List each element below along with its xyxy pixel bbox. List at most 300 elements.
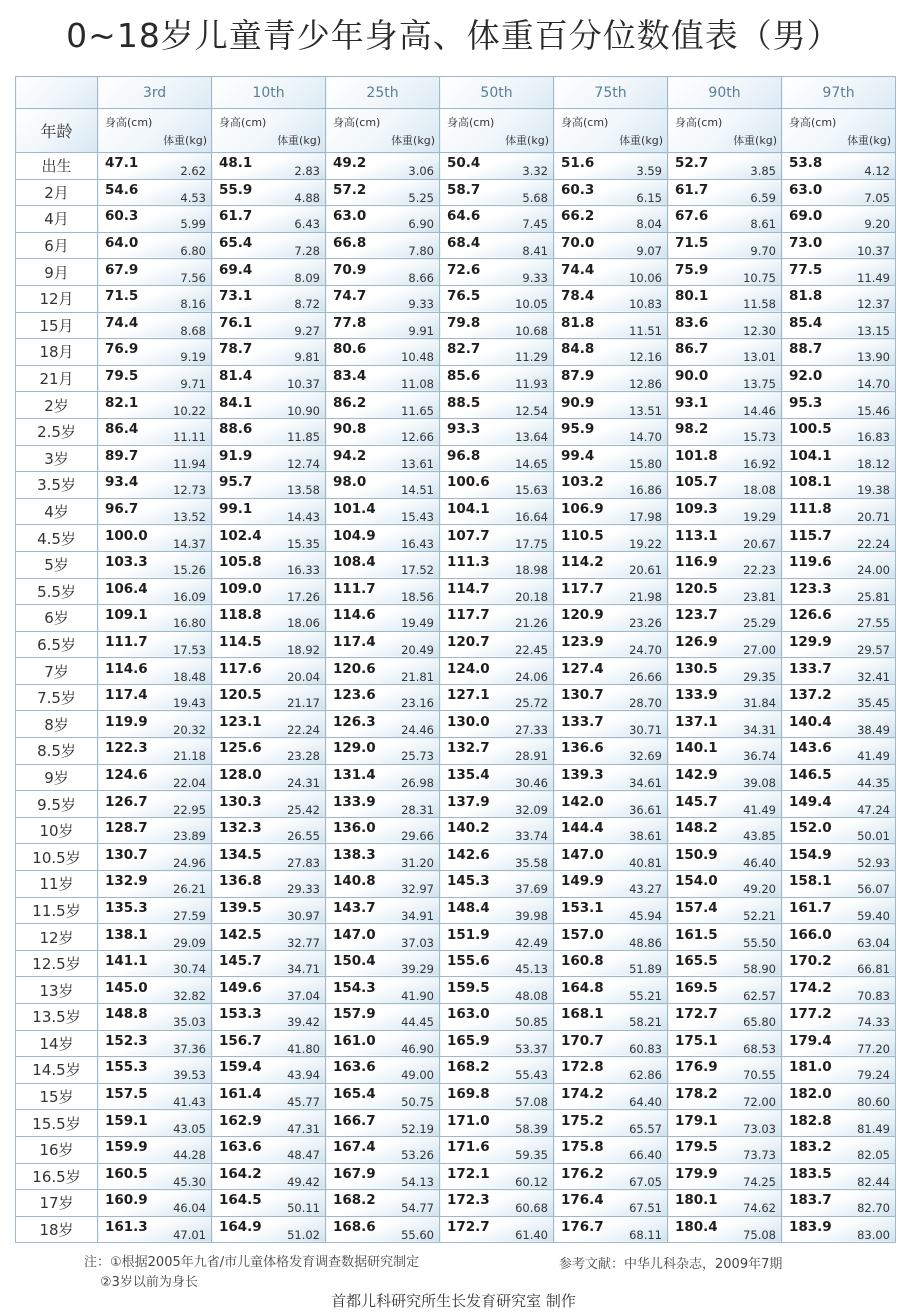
value-cell bbox=[440, 1057, 554, 1084]
value-cell bbox=[326, 977, 440, 1004]
weight-value: 15.43 bbox=[401, 510, 434, 525]
value-cell bbox=[782, 1190, 896, 1217]
height-value: 137.1 bbox=[675, 713, 718, 730]
height-value: 179.4 bbox=[789, 1032, 832, 1049]
weight-value: 13.75 bbox=[743, 377, 776, 392]
weight-value: 73.73 bbox=[743, 1148, 776, 1163]
height-value: 117.7 bbox=[447, 607, 490, 624]
weight-value: 18.92 bbox=[287, 642, 320, 657]
value-cell bbox=[782, 285, 896, 312]
height-value: 95.7 bbox=[219, 474, 253, 491]
height-value: 73.0 bbox=[789, 235, 823, 252]
height-value: 176.2 bbox=[561, 1165, 604, 1182]
weight-value: 70.83 bbox=[857, 988, 890, 1003]
value-cell bbox=[668, 950, 782, 977]
weight-value: 55.60 bbox=[401, 1228, 434, 1243]
height-value: 177.2 bbox=[789, 1006, 832, 1023]
value-cell bbox=[212, 1057, 326, 1084]
value-cell bbox=[326, 711, 440, 738]
height-value: 63.0 bbox=[789, 181, 823, 198]
height-value: 81.8 bbox=[561, 314, 595, 331]
value-cell bbox=[212, 525, 326, 552]
height-value: 80.6 bbox=[333, 341, 367, 358]
height-value: 83.4 bbox=[333, 368, 367, 385]
height-value: 94.2 bbox=[333, 447, 367, 464]
height-value: 111.7 bbox=[333, 580, 376, 597]
value-cell bbox=[554, 339, 668, 366]
weight-value: 20.49 bbox=[401, 642, 434, 657]
weight-value: 18.56 bbox=[401, 589, 434, 604]
height-value: 131.4 bbox=[333, 766, 376, 783]
value-cell bbox=[554, 1136, 668, 1163]
weight-value: 10.05 bbox=[515, 297, 548, 312]
value-cell bbox=[554, 1030, 668, 1057]
weight-value: 13.52 bbox=[173, 510, 206, 525]
weight-value: 19.22 bbox=[629, 536, 662, 551]
height-value: 125.6 bbox=[219, 740, 262, 757]
table-row bbox=[16, 844, 896, 871]
value-cell bbox=[212, 605, 326, 632]
weight-value: 10.75 bbox=[743, 270, 776, 285]
height-value: 111.3 bbox=[447, 554, 490, 571]
value-cell bbox=[782, 1216, 896, 1243]
value-cell bbox=[782, 950, 896, 977]
height-value: 104.1 bbox=[789, 447, 832, 464]
height-value: 159.5 bbox=[447, 979, 490, 996]
table-row bbox=[16, 232, 896, 259]
weight-value: 9.81 bbox=[294, 350, 320, 365]
age-cell: 2.5岁 bbox=[16, 418, 98, 445]
height-value: 155.6 bbox=[447, 953, 490, 970]
weight-value: 34.91 bbox=[401, 908, 434, 923]
weight-value: 36.61 bbox=[629, 802, 662, 817]
value-cell bbox=[212, 312, 326, 339]
value-cell bbox=[326, 312, 440, 339]
weight-value: 58.39 bbox=[515, 1121, 548, 1136]
value-cell bbox=[212, 179, 326, 206]
value-cell bbox=[668, 844, 782, 871]
weight-value: 54.77 bbox=[401, 1201, 434, 1216]
weight-value: 22.04 bbox=[173, 775, 206, 790]
age-cell: 2月 bbox=[16, 179, 98, 206]
height-value: 120.5 bbox=[675, 580, 718, 597]
age-cell: 3岁 bbox=[16, 445, 98, 472]
age-cell: 4月 bbox=[16, 206, 98, 233]
height-value: 175.2 bbox=[561, 1112, 604, 1129]
table-row bbox=[16, 950, 896, 977]
height-value: 133.9 bbox=[675, 687, 718, 704]
height-unit-label: 身高(cm) bbox=[333, 116, 381, 129]
weight-value: 43.05 bbox=[173, 1121, 206, 1136]
weight-value: 44.45 bbox=[401, 1015, 434, 1030]
weight-value: 46.04 bbox=[173, 1201, 206, 1216]
value-cell bbox=[98, 206, 212, 233]
weight-value: 9.19 bbox=[180, 350, 206, 365]
weight-value: 23.16 bbox=[401, 696, 434, 711]
weight-value: 32.77 bbox=[287, 935, 320, 950]
weight-value: 22.45 bbox=[515, 642, 548, 657]
height-value: 70.9 bbox=[333, 261, 367, 278]
weight-value: 9.33 bbox=[408, 297, 434, 312]
height-value: 117.4 bbox=[105, 687, 148, 704]
height-value: 113.1 bbox=[675, 527, 718, 544]
age-cell: 9.5岁 bbox=[16, 791, 98, 818]
weight-value: 15.73 bbox=[743, 430, 776, 445]
value-cell bbox=[212, 871, 326, 898]
height-value: 96.8 bbox=[447, 447, 481, 464]
value-cell bbox=[440, 339, 554, 366]
weight-value: 55.50 bbox=[743, 935, 776, 950]
weight-value: 22.24 bbox=[287, 722, 320, 737]
age-cell: 12.5岁 bbox=[16, 950, 98, 977]
value-cell bbox=[326, 1216, 440, 1243]
height-value: 174.2 bbox=[789, 979, 832, 996]
height-value: 71.5 bbox=[105, 288, 139, 305]
value-cell bbox=[668, 498, 782, 525]
height-value: 149.6 bbox=[219, 979, 262, 996]
weight-value: 8.66 bbox=[408, 270, 434, 285]
weight-value: 6.43 bbox=[294, 217, 320, 232]
height-value: 111.7 bbox=[105, 633, 148, 650]
weight-value: 41.49 bbox=[743, 802, 776, 817]
value-cell bbox=[212, 977, 326, 1004]
weight-value: 15.46 bbox=[857, 403, 890, 418]
notes bbox=[84, 1253, 419, 1293]
value-cell bbox=[782, 1163, 896, 1190]
value-cell bbox=[782, 791, 896, 818]
table-row bbox=[16, 206, 896, 233]
age-cell: 11.5岁 bbox=[16, 897, 98, 924]
height-value: 100.5 bbox=[789, 421, 832, 438]
height-value: 154.9 bbox=[789, 846, 832, 863]
value-cell bbox=[326, 578, 440, 605]
value-cell bbox=[440, 179, 554, 206]
value-cell bbox=[668, 738, 782, 765]
value-cell bbox=[212, 791, 326, 818]
weight-value: 30.74 bbox=[173, 962, 206, 977]
weight-value: 22.24 bbox=[857, 536, 890, 551]
table-row bbox=[16, 312, 896, 339]
weight-value: 39.29 bbox=[401, 962, 434, 977]
height-value: 138.1 bbox=[105, 926, 148, 943]
value-cell bbox=[668, 1136, 782, 1163]
height-value: 178.2 bbox=[675, 1086, 718, 1103]
weight-value: 77.20 bbox=[857, 1041, 890, 1056]
value-cell bbox=[554, 658, 668, 685]
value-cell bbox=[782, 1004, 896, 1031]
value-cell bbox=[554, 525, 668, 552]
value-cell bbox=[440, 232, 554, 259]
height-value: 70.0 bbox=[561, 235, 595, 252]
value-cell bbox=[440, 525, 554, 552]
weight-value: 79.24 bbox=[857, 1068, 890, 1083]
weight-value: 29.33 bbox=[287, 882, 320, 897]
weight-value: 3.32 bbox=[522, 164, 548, 179]
age-cell: 12岁 bbox=[16, 924, 98, 951]
height-value: 123.6 bbox=[333, 687, 376, 704]
value-cell bbox=[98, 977, 212, 1004]
weight-value: 25.29 bbox=[743, 616, 776, 631]
table-row bbox=[16, 1030, 896, 1057]
value-cell bbox=[440, 472, 554, 499]
value-cell bbox=[668, 764, 782, 791]
height-value: 123.1 bbox=[219, 713, 262, 730]
value-cell bbox=[554, 392, 668, 419]
value-cell bbox=[554, 631, 668, 658]
weight-value: 44.35 bbox=[857, 775, 890, 790]
height-value: 61.7 bbox=[675, 181, 709, 198]
value-cell bbox=[668, 1163, 782, 1190]
weight-value: 67.51 bbox=[629, 1201, 662, 1216]
weight-value: 64.40 bbox=[629, 1095, 662, 1110]
weight-value: 9.27 bbox=[294, 323, 320, 338]
weight-value: 48.86 bbox=[629, 935, 662, 950]
age-cell: 15岁 bbox=[16, 1083, 98, 1110]
value-cell bbox=[212, 924, 326, 951]
weight-value: 14.65 bbox=[515, 456, 548, 471]
value-cell bbox=[668, 817, 782, 844]
value-cell bbox=[98, 764, 212, 791]
value-cell bbox=[326, 259, 440, 286]
weight-value: 8.16 bbox=[180, 297, 206, 312]
weight-value: 39.98 bbox=[515, 908, 548, 923]
height-value: 95.9 bbox=[561, 421, 595, 438]
value-cell bbox=[782, 631, 896, 658]
weight-value: 43.94 bbox=[287, 1068, 320, 1083]
value-cell bbox=[440, 1190, 554, 1217]
height-value: 172.7 bbox=[675, 1006, 718, 1023]
unit-header-cell bbox=[212, 109, 326, 153]
value-cell bbox=[326, 153, 440, 180]
value-cell bbox=[668, 1030, 782, 1057]
value-cell bbox=[668, 312, 782, 339]
weight-value: 48.08 bbox=[515, 988, 548, 1003]
weight-value: 82.05 bbox=[857, 1148, 890, 1163]
weight-value: 8.72 bbox=[294, 297, 320, 312]
value-cell bbox=[668, 605, 782, 632]
height-value: 137.2 bbox=[789, 687, 832, 704]
value-cell bbox=[554, 472, 668, 499]
height-value: 51.6 bbox=[561, 155, 595, 172]
height-value: 74.7 bbox=[333, 288, 367, 305]
weight-value: 34.71 bbox=[287, 962, 320, 977]
weight-value: 52.21 bbox=[743, 908, 776, 923]
percentile-header: 90th bbox=[668, 77, 782, 109]
height-value: 149.9 bbox=[561, 873, 604, 890]
weight-value: 4.12 bbox=[864, 164, 890, 179]
value-cell bbox=[98, 684, 212, 711]
height-value: 61.7 bbox=[219, 208, 253, 225]
table-row bbox=[16, 631, 896, 658]
value-cell bbox=[326, 684, 440, 711]
height-value: 180.4 bbox=[675, 1219, 718, 1236]
value-cell bbox=[554, 1083, 668, 1110]
weight-value: 16.64 bbox=[515, 510, 548, 525]
value-cell bbox=[782, 392, 896, 419]
height-value: 145.3 bbox=[447, 873, 490, 890]
value-cell bbox=[326, 1083, 440, 1110]
height-value: 165.4 bbox=[333, 1086, 376, 1103]
weight-value: 57.08 bbox=[515, 1095, 548, 1110]
height-value: 89.7 bbox=[105, 447, 139, 464]
value-cell bbox=[98, 418, 212, 445]
value-cell bbox=[98, 817, 212, 844]
height-value: 174.2 bbox=[561, 1086, 604, 1103]
age-cell: 12月 bbox=[16, 285, 98, 312]
weight-value: 32.41 bbox=[857, 669, 890, 684]
weight-value: 35.58 bbox=[515, 855, 548, 870]
value-cell bbox=[98, 312, 212, 339]
height-value: 135.3 bbox=[105, 899, 148, 916]
weight-value: 5.99 bbox=[180, 217, 206, 232]
height-value: 100.6 bbox=[447, 474, 490, 491]
age-cell: 5岁 bbox=[16, 551, 98, 578]
weight-value: 39.42 bbox=[287, 1015, 320, 1030]
weight-value: 9.71 bbox=[180, 377, 206, 392]
height-value: 80.1 bbox=[675, 288, 709, 305]
weight-value: 21.18 bbox=[173, 749, 206, 764]
height-value: 123.9 bbox=[561, 633, 604, 650]
height-value: 76.1 bbox=[219, 314, 253, 331]
weight-value: 23.81 bbox=[743, 589, 776, 604]
value-cell bbox=[782, 924, 896, 951]
height-value: 52.7 bbox=[675, 155, 709, 172]
height-value: 146.5 bbox=[789, 766, 832, 783]
height-value: 155.3 bbox=[105, 1059, 148, 1076]
height-value: 183.7 bbox=[789, 1192, 832, 1209]
table-row bbox=[16, 605, 896, 632]
weight-value: 12.37 bbox=[857, 297, 890, 312]
height-value: 159.1 bbox=[105, 1112, 148, 1129]
age-cell: 10岁 bbox=[16, 817, 98, 844]
weight-value: 7.56 bbox=[180, 270, 206, 285]
height-value: 161.0 bbox=[333, 1032, 376, 1049]
weight-value: 50.01 bbox=[857, 829, 890, 844]
age-cell: 6岁 bbox=[16, 605, 98, 632]
weight-value: 66.81 bbox=[857, 962, 890, 977]
weight-value: 10.90 bbox=[287, 403, 320, 418]
value-cell bbox=[326, 339, 440, 366]
height-unit-label: 身高(cm) bbox=[105, 116, 153, 129]
value-cell bbox=[212, 445, 326, 472]
weight-value: 56.07 bbox=[857, 882, 890, 897]
value-cell bbox=[440, 1216, 554, 1243]
height-value: 53.8 bbox=[789, 155, 823, 172]
value-cell bbox=[212, 1190, 326, 1217]
value-cell bbox=[782, 738, 896, 765]
value-cell bbox=[326, 498, 440, 525]
value-cell bbox=[668, 924, 782, 951]
weight-value: 20.61 bbox=[629, 563, 662, 578]
weight-value: 20.67 bbox=[743, 536, 776, 551]
weight-value: 52.93 bbox=[857, 855, 890, 870]
value-cell bbox=[98, 179, 212, 206]
value-cell bbox=[326, 418, 440, 445]
weight-value: 6.15 bbox=[636, 190, 662, 205]
height-value: 93.4 bbox=[105, 474, 139, 491]
height-value: 154.3 bbox=[333, 979, 376, 996]
value-cell bbox=[668, 525, 782, 552]
height-value: 142.0 bbox=[561, 793, 604, 810]
value-cell bbox=[98, 525, 212, 552]
weight-value: 14.43 bbox=[287, 510, 320, 525]
weight-value: 11.11 bbox=[173, 430, 206, 445]
weight-value: 49.42 bbox=[287, 1174, 320, 1189]
height-value: 66.8 bbox=[333, 235, 367, 252]
weight-value: 12.73 bbox=[173, 483, 206, 498]
height-value: 69.0 bbox=[789, 208, 823, 225]
weight-value: 34.61 bbox=[629, 775, 662, 790]
height-value: 144.4 bbox=[561, 820, 604, 837]
height-value: 79.5 bbox=[105, 368, 139, 385]
value-cell bbox=[668, 179, 782, 206]
value-cell bbox=[212, 631, 326, 658]
weight-value: 10.48 bbox=[401, 350, 434, 365]
height-value: 103.2 bbox=[561, 474, 604, 491]
weight-value: 17.75 bbox=[515, 536, 548, 551]
height-value: 68.4 bbox=[447, 235, 481, 252]
height-value: 154.0 bbox=[675, 873, 718, 890]
height-value: 49.2 bbox=[333, 155, 367, 172]
height-value: 55.9 bbox=[219, 181, 253, 198]
weight-value: 6.59 bbox=[750, 190, 776, 205]
value-cell bbox=[326, 1136, 440, 1163]
value-cell bbox=[98, 551, 212, 578]
height-value: 102.4 bbox=[219, 527, 262, 544]
height-value: 132.7 bbox=[447, 740, 490, 757]
height-value: 172.1 bbox=[447, 1165, 490, 1182]
weight-value: 11.85 bbox=[287, 430, 320, 445]
value-cell bbox=[212, 206, 326, 233]
height-value: 142.9 bbox=[675, 766, 718, 783]
value-cell bbox=[98, 1030, 212, 1057]
age-cell: 13.5岁 bbox=[16, 1004, 98, 1031]
weight-value: 60.68 bbox=[515, 1201, 548, 1216]
height-value: 159.9 bbox=[105, 1139, 148, 1156]
weight-value: 11.65 bbox=[401, 403, 434, 418]
height-value: 81.8 bbox=[789, 288, 823, 305]
note-1: 注：①根据2005年九省/市儿童体格发育调查数据研究制定 bbox=[84, 1255, 420, 1270]
height-value: 114.2 bbox=[561, 554, 604, 571]
weight-value: 23.28 bbox=[287, 749, 320, 764]
value-cell bbox=[98, 392, 212, 419]
age-column-header: 年龄 bbox=[16, 109, 98, 153]
unit-header-row bbox=[16, 109, 896, 153]
height-value: 133.7 bbox=[561, 713, 604, 730]
value-cell bbox=[554, 206, 668, 233]
weight-value: 16.86 bbox=[629, 483, 662, 498]
value-cell bbox=[782, 339, 896, 366]
value-cell bbox=[554, 259, 668, 286]
weight-value: 68.11 bbox=[629, 1228, 662, 1243]
weight-value: 24.31 bbox=[287, 775, 320, 790]
table-row bbox=[16, 179, 896, 206]
height-value: 145.7 bbox=[675, 793, 718, 810]
height-value: 138.3 bbox=[333, 846, 376, 863]
unit-header-cell bbox=[554, 109, 668, 153]
value-cell bbox=[212, 711, 326, 738]
height-value: 129.9 bbox=[789, 633, 832, 650]
height-value: 74.4 bbox=[561, 261, 595, 278]
height-value: 160.9 bbox=[105, 1192, 148, 1209]
value-cell bbox=[326, 924, 440, 951]
age-cell: 21月 bbox=[16, 365, 98, 392]
height-value: 82.7 bbox=[447, 341, 481, 358]
weight-value: 25.73 bbox=[401, 749, 434, 764]
weight-value: 18.08 bbox=[743, 483, 776, 498]
value-cell bbox=[554, 684, 668, 711]
table-row bbox=[16, 1136, 896, 1163]
